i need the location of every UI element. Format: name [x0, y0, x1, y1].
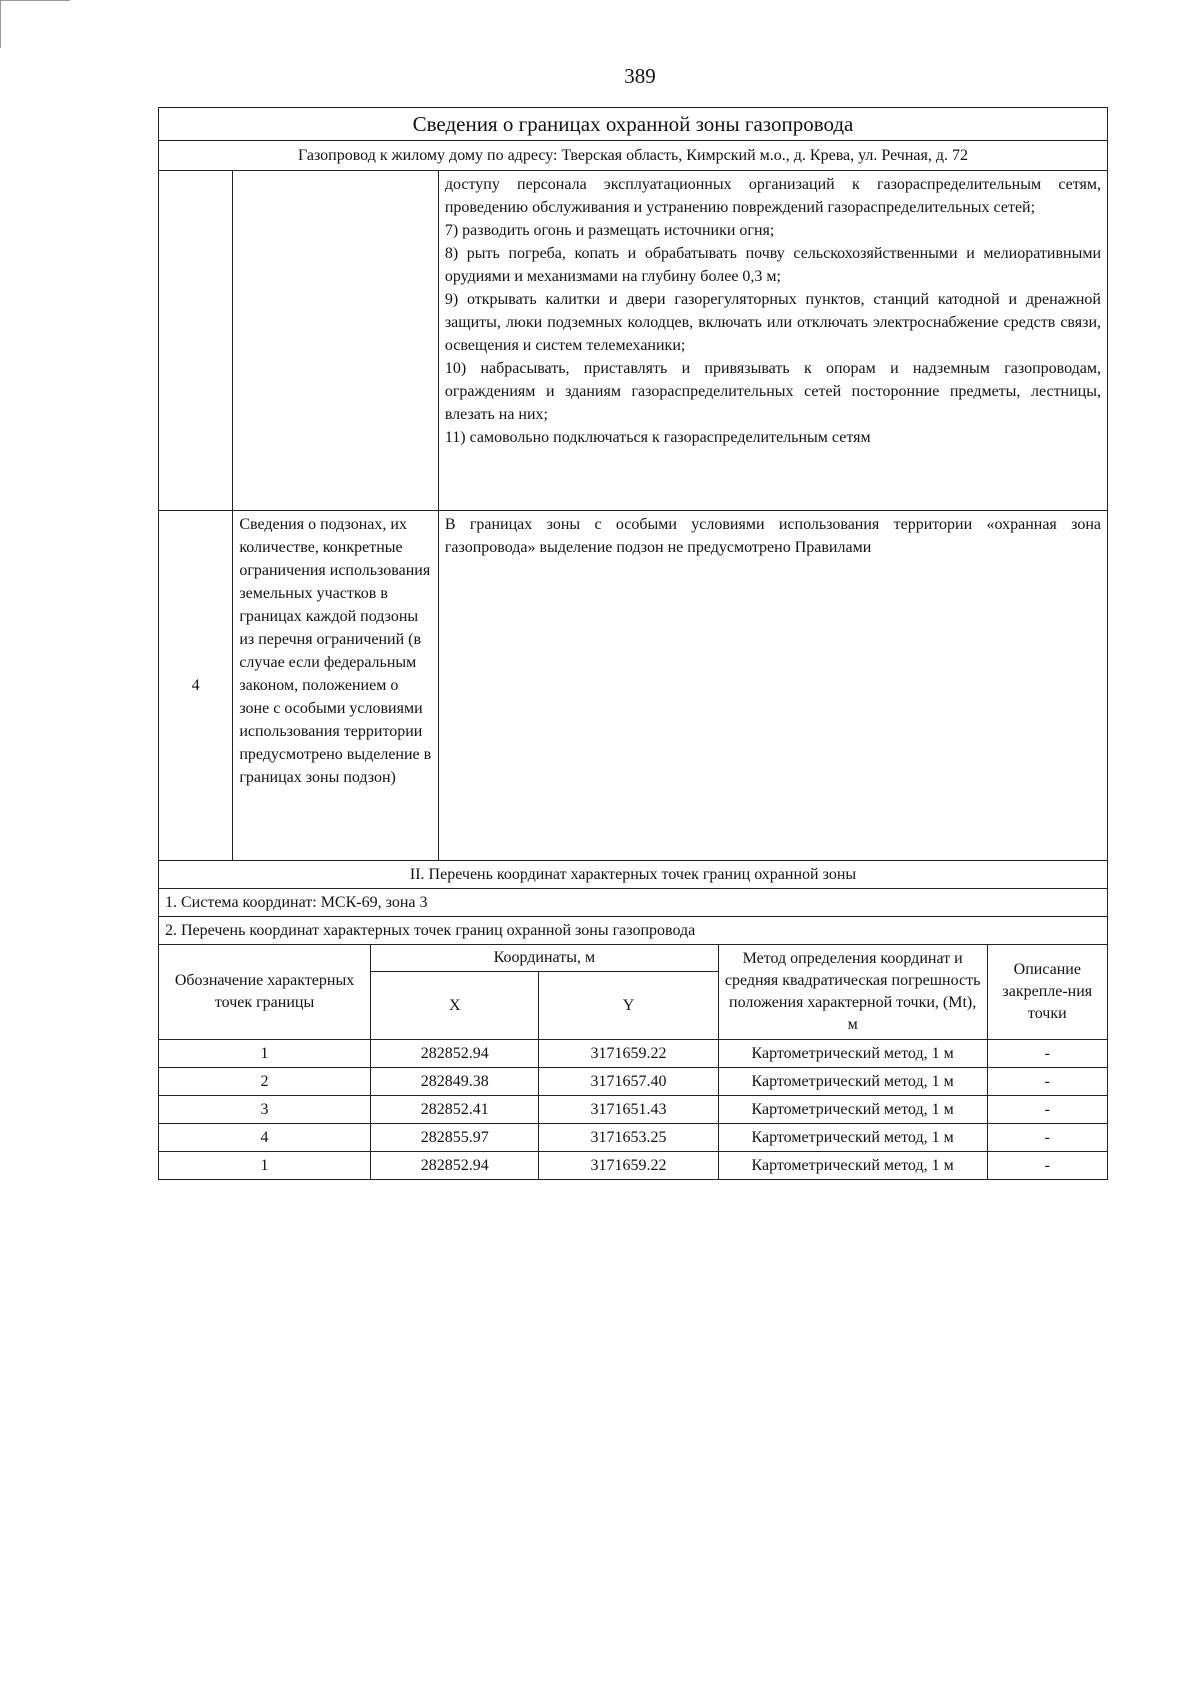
coordinate-system-row [159, 889, 1108, 917]
table-row [159, 1152, 1108, 1180]
y-value: 3171659.22 [539, 1040, 718, 1068]
restriction-paragraph: 8) рыть погреба, копать и обрабатывать почву сельскохозяйственными и мелиоративными орудиями и механизмами на глубину более 0,3 м; [444, 245, 1101, 285]
page-number: 389 [624, 64, 656, 88]
method-value: Картометрический метод, 1 м [718, 1068, 987, 1096]
coords-header-row [159, 945, 1108, 972]
table-row [159, 1124, 1108, 1152]
description-value: - [987, 1152, 1107, 1180]
header-description: Описание закрепле-ния точки [987, 945, 1107, 1040]
x-value: 282852.94 [371, 1040, 539, 1068]
header-y: Y [539, 972, 718, 1040]
x-value: 282855.97 [371, 1124, 539, 1152]
header-x: X [371, 972, 539, 1040]
y-value: 3171657.40 [539, 1068, 718, 1096]
document-subtitle: Газопровод к жилому дому по адресу: Тверская область, Кимрский м.о., д. Крева, ул. Речная, д. 72 [159, 141, 1108, 171]
table-row [159, 1040, 1108, 1068]
coordinate-system: 1. Система координат: МСК-69, зона 3 [159, 889, 1108, 917]
header-coords: Координаты, м [371, 945, 719, 972]
y-value: 3171651.43 [539, 1096, 718, 1124]
document-title: Сведения о границах охранной зоны газопровода [159, 108, 1108, 141]
row-4-value: В границах зоны с особыми условиями использования территории «охранная зона газопровода» выделение подзон не предусмотрено Правилами [438, 511, 1107, 861]
method-value: Картометрический метод, 1 м [718, 1040, 987, 1068]
method-value: Картометрический метод, 1 м [718, 1096, 987, 1124]
table-row [159, 1096, 1108, 1124]
point-label: 1 [159, 1152, 371, 1180]
x-value: 282849.38 [371, 1068, 539, 1096]
row-4 [159, 511, 1108, 861]
row-4-label: Сведения о подзонах, их количестве, конкретные ограничения использования земельных участков в границах каждой подзоны из перечня ограничений (в случае если федеральным законом, положением о зоне с особыми условиями использования территории предусмотрено выделение в границах зоны подзон) [233, 511, 439, 861]
point-label: 4 [159, 1124, 371, 1152]
method-value: Картометрический метод, 1 м [718, 1152, 987, 1180]
description-value: - [987, 1096, 1107, 1124]
method-value: Картометрический метод, 1 м [718, 1124, 987, 1152]
restriction-paragraph: 7) разводить огонь и размещать источники огня; [444, 222, 775, 239]
description-value: - [987, 1124, 1107, 1152]
x-value: 282852.94 [371, 1152, 539, 1180]
restriction-paragraph: 11) самовольно подключаться к газораспределительным сетям [444, 429, 871, 446]
restriction-paragraph: 10) набрасывать, приставлять и привязывать к опорам и надземным газопроводам, ограждениям и зданиям газораспределительных сетей посторонние предметы, лестницы, влезать на них; [444, 360, 1101, 423]
coordinate-list-title-row [159, 917, 1108, 945]
scan-corner-mark [0, 0, 70, 3]
header-point: Обозначение характерных точек границы [159, 945, 371, 1040]
section-2-title: II. Перечень координат характерных точек границ охранной зоны [159, 861, 1108, 889]
point-label: 3 [159, 1096, 371, 1124]
restrictions-text [438, 171, 1107, 511]
restriction-paragraph: 9) открывать калитки и двери газорегуляторных пунктов, станций катодной и дренажной защиты, люки подземных колодцев, включать или отключать электроснабжение средств связи, освещения и систем телемеханики; [444, 291, 1101, 354]
description-value: - [987, 1040, 1107, 1068]
subtitle-row [159, 141, 1108, 171]
description-value: - [987, 1068, 1107, 1096]
y-value: 3171659.22 [539, 1152, 718, 1180]
continuation-row [159, 171, 1108, 511]
point-label: 2 [159, 1068, 371, 1096]
y-value: 3171653.25 [539, 1124, 718, 1152]
scan-corner-mark-vertical [0, 0, 2, 48]
header-method: Метод определения координат и средняя квадратическая погрешность положения характерной точки, (Mt), м [718, 945, 987, 1040]
point-label: 1 [159, 1040, 371, 1068]
table-row [159, 1068, 1108, 1096]
section-2-title-row [159, 861, 1108, 889]
continuation-label-cell [233, 171, 439, 511]
document-table [158, 107, 1108, 1180]
restriction-paragraph: доступу персонала эксплуатационных организаций к газораспределительным сетям, проведению обслуживания и устранению повреждений газораспределительных сетей; [444, 176, 1101, 216]
row-4-number: 4 [159, 511, 233, 861]
title-row [159, 108, 1108, 141]
x-value: 282852.41 [371, 1096, 539, 1124]
continuation-number-cell [159, 171, 233, 511]
coordinate-list-title: 2. Перечень координат характерных точек границ охранной зоны газопровода [159, 917, 1108, 945]
